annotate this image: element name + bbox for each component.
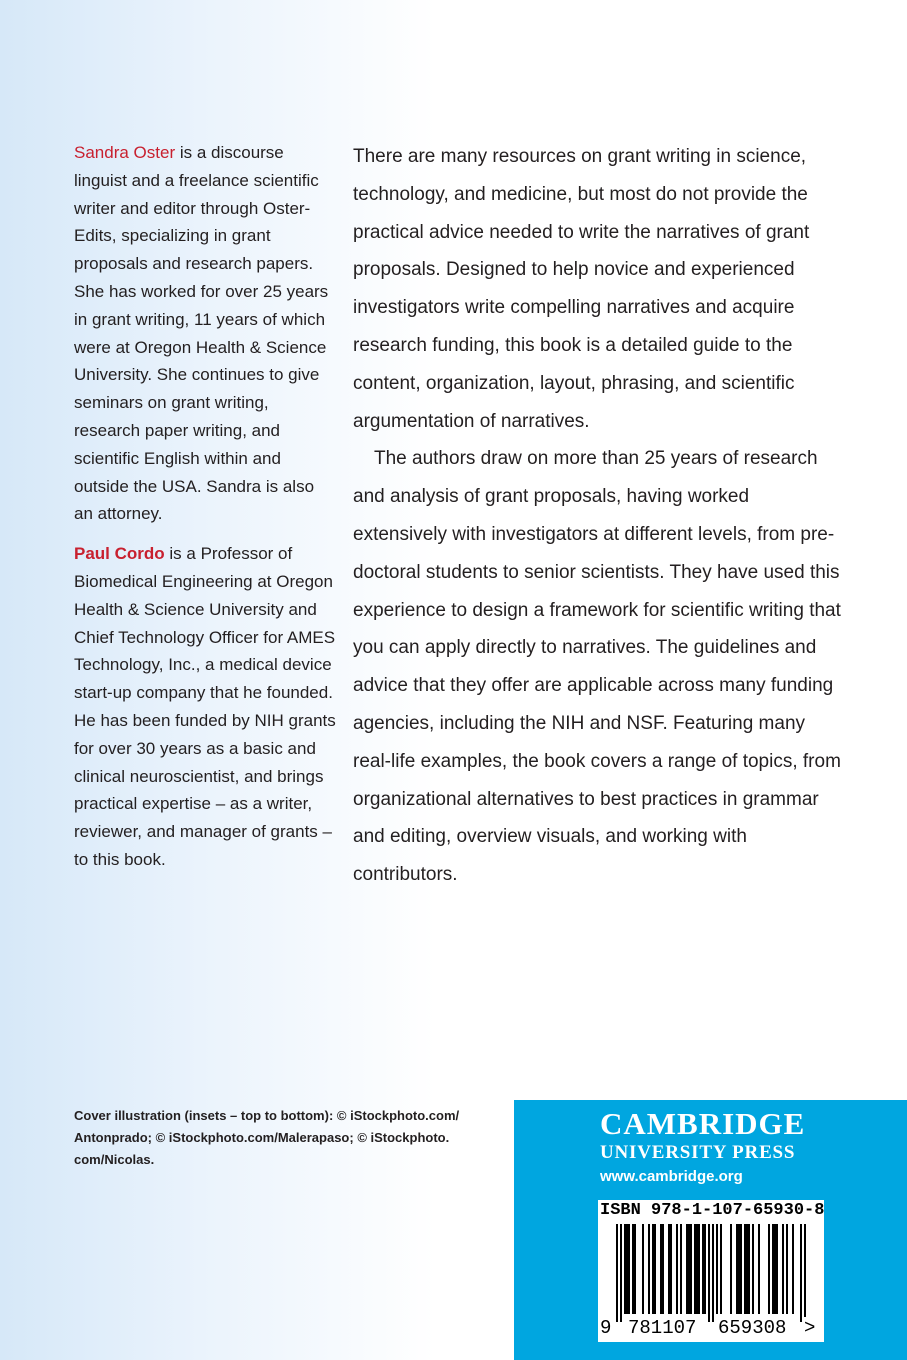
barcode-bar	[800, 1224, 802, 1322]
barcode-bar	[642, 1224, 644, 1314]
barcode-bar	[634, 1224, 636, 1314]
author-bios	[74, 139, 336, 886]
publisher-name: CAMBRIDGE	[600, 1106, 806, 1141]
barcode-icon	[598, 1222, 824, 1322]
barcode-bar	[626, 1224, 628, 1314]
bio-paul-text: is a Professor of Biomedical Engineering at Oregon Health & Science University and Chief Technology Officer for AMES Technology, Inc., a medical device start-up company that he founded. He has been funded by NIH grants for over 30 years as a basic and clinical neuroscientist, and brings practical expertise – as a writer, reviewer, and manager of grants – to this book.	[74, 544, 336, 869]
barcode-bar	[768, 1224, 770, 1314]
barcode-bar	[624, 1224, 626, 1314]
barcode-bar	[628, 1224, 630, 1314]
barcode-bar	[782, 1224, 784, 1314]
author-name-sandra: Sandra Oster	[74, 143, 176, 162]
barcode-bar	[686, 1224, 688, 1314]
barcode-bar	[748, 1224, 750, 1314]
barcode-bar	[654, 1224, 656, 1314]
barcode-bar	[744, 1224, 746, 1314]
publisher-panel	[514, 1100, 907, 1360]
publisher-press: UNIVERSITY PRESS	[600, 1142, 796, 1163]
barcode-bar	[690, 1224, 692, 1314]
book-description	[353, 138, 843, 894]
barcode-bar	[774, 1224, 776, 1314]
barcode-bar	[740, 1224, 742, 1314]
barcode-bar	[676, 1224, 678, 1314]
barcode-bar	[730, 1224, 732, 1314]
barcode-bar	[694, 1224, 696, 1314]
barcode-bar	[746, 1224, 748, 1314]
barcode-bar	[736, 1224, 738, 1314]
bio-paul	[74, 540, 336, 874]
barcode-bar	[708, 1224, 710, 1322]
barcode-bar	[662, 1224, 664, 1314]
barcode-bar	[698, 1224, 700, 1314]
barcode-bar	[648, 1224, 650, 1314]
barcode-bar	[660, 1224, 662, 1314]
cover-credit: Cover illustration (insets – top to bottom): © iStockphoto.com/ Antonprado; © iStockphoto.com/Malerapaso; © iStockphoto. com/Nicolas.	[74, 1108, 460, 1167]
barcode-bar	[668, 1224, 670, 1314]
isbn-text: ISBN 978-1-107-65930-8	[600, 1201, 825, 1220]
barcode-bar	[786, 1224, 788, 1314]
author-name-paul: Paul Cordo	[74, 544, 165, 564]
barcode-bar	[758, 1224, 760, 1314]
barcode-bar	[680, 1224, 682, 1314]
barcode-bar	[738, 1224, 740, 1314]
barcode-bar	[616, 1224, 618, 1322]
barcode-bar	[712, 1224, 714, 1322]
publisher-url: www.cambridge.org	[600, 1168, 743, 1185]
barcode-quiet-mark: >	[804, 1317, 816, 1339]
barcode-bar	[688, 1224, 690, 1314]
barcode-label	[598, 1200, 824, 1342]
description-paragraph-2: The authors draw on more than 25 years of research and analysis of grant proposals, having worked extensively with investigators at different levels, from pre-doctoral students to senior scientists. They have used this experience to design a framework for scientific writing that you can apply directly to narratives. The guidelines and advice that they offer are applicable across many funding agencies, including the NIH and NSF. Featuring many real-life examples, the book covers a range of topics, from organizational alternatives to best practices in grammar and editing, overview visuals, and working with contributors.	[353, 448, 841, 886]
barcode-bar	[632, 1224, 634, 1314]
barcode-bar	[670, 1224, 672, 1314]
barcode-bar	[620, 1224, 622, 1322]
description-paragraph-1: There are many resources on grant writing in science, technology, and medicine, but most do not provide the practical advice needed to write the narratives of grant proposals. Designed to help novice and experienced investigators write compelling narratives and acquire research funding, this book is a detailed guide to the content, organization, layout, phrasing, and scientific argumentation of narratives.	[353, 146, 810, 432]
barcode-digits-left: 781107	[628, 1317, 697, 1339]
barcode-digit-first: 9	[600, 1317, 612, 1339]
barcode-bar	[772, 1224, 774, 1314]
barcode-bar	[704, 1224, 706, 1314]
barcode-bar	[792, 1224, 794, 1314]
bio-sandra-text: is a discourse linguist and a freelance scientific writer and editor through Oster-Edits, specializing in grant proposals and research papers. She has worked for over 25 years in grant writing, 11 years of which were at Oregon Health & Science University. She continues to give seminars on grant writing, research paper writing, and scientific English within and outside the USA. Sandra is also an attorney.	[74, 143, 329, 524]
barcode-bar	[776, 1224, 778, 1314]
barcode-bar	[652, 1224, 654, 1314]
barcode-bar	[702, 1224, 704, 1314]
barcode-digits-right: 659308	[718, 1317, 787, 1339]
bio-sandra	[74, 139, 336, 528]
barcode-bar	[716, 1224, 718, 1314]
barcode-bar	[696, 1224, 698, 1314]
barcode-digits	[598, 1317, 824, 1341]
barcode-bar	[720, 1224, 722, 1314]
barcode-bar	[752, 1224, 754, 1314]
barcode-bar	[804, 1224, 806, 1322]
